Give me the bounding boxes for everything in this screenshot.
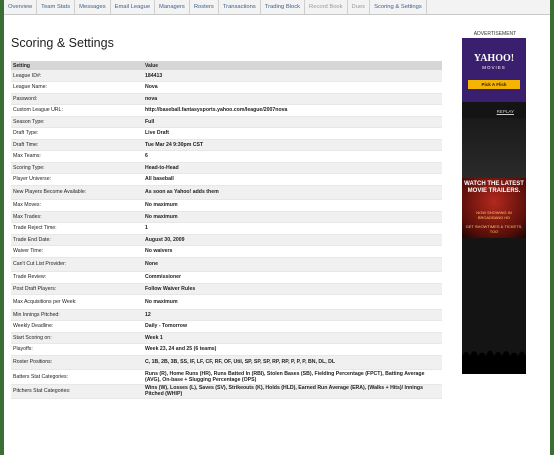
setting-label: Post Draft Players: [11, 283, 143, 295]
setting-value: Tue Mar 24 9:30pm CST [143, 139, 442, 151]
ad-headline: WATCH THE LATEST MOVIE TRAILERS. [464, 181, 524, 194]
setting-value: Full [143, 116, 442, 128]
advertisement-label: ADVERTISEMENT [473, 31, 517, 37]
setting-value: nova [143, 93, 442, 105]
setting-value: No waivers [143, 246, 442, 258]
setting-value[interactable]: http://baseball.fantasysports.yahoo.com/league/2007nova [143, 105, 442, 117]
pick-a-flick-button[interactable]: Pick A Flick [468, 80, 520, 89]
tab-transactions[interactable]: Transactions [219, 0, 261, 14]
page [4, 0, 550, 455]
setting-value: C, 1B, 2B, 3B, SS, IF, LF, CF, RF, OF, Util, SP, SP, SP, RP, RP, P, P, P, BN, DL, DL [143, 355, 442, 370]
setting-value: Follow Waiver Rules [143, 283, 442, 295]
table-row [11, 355, 442, 370]
setting-value: No maximum [143, 211, 442, 223]
setting-label: Max Teams: [11, 151, 143, 163]
setting-value: As soon as Yahoo! adds them [143, 185, 442, 200]
table-row [11, 246, 442, 258]
setting-label: Scoring Type: [11, 162, 143, 174]
setting-value: 1 [143, 223, 442, 235]
setting-label: Max Acquisitions per Week: [11, 295, 143, 310]
table-row [11, 234, 442, 246]
setting-value: 6 [143, 151, 442, 163]
setting-label: Roster Positions: [11, 355, 143, 370]
ad-header [462, 38, 526, 102]
tab-email-league[interactable]: Email League [111, 0, 155, 14]
tab-dues: Dues [348, 0, 371, 14]
replay-link[interactable]: REPLAY [496, 109, 514, 114]
tab-managers[interactable]: Managers [155, 0, 190, 14]
table-row [11, 185, 442, 200]
setting-value: All baseball [143, 174, 442, 186]
table-row [11, 272, 442, 284]
setting-label: Pitchers Stat Categories: [11, 384, 143, 399]
setting-value: Nova [143, 82, 442, 94]
nav-tabs [4, 0, 550, 15]
table-row [11, 162, 442, 174]
table-row [11, 82, 442, 94]
table-row [11, 174, 442, 186]
setting-label: Weekly Deadline: [11, 321, 143, 333]
setting-value: No maximum [143, 200, 442, 212]
yahoo-logo: YAHOO! [473, 53, 515, 64]
setting-label: Waiver Time: [11, 246, 143, 258]
ad-subtext-1: NOW SHOWING IN BROADBAND HD [476, 210, 512, 220]
tab-trading-block[interactable]: Trading Block [261, 0, 305, 14]
page-title: Scoring & Settings [11, 36, 114, 50]
setting-value: Week 1 [143, 332, 442, 344]
table-row [11, 116, 442, 128]
table-row [11, 344, 442, 356]
table-row [11, 128, 442, 140]
tab-team-stats[interactable]: Team Stats [37, 0, 75, 14]
column-header-value: Value [143, 61, 442, 70]
table-row [11, 105, 442, 117]
ad-banner[interactable] [462, 38, 526, 374]
audience-silhouette-icon [462, 334, 526, 374]
setting-value: Runs (R), Home Runs (HR), Runs Batted In (RBI), Stolen Bases (SB), Fielding Percentage (FPCT), Batting Average (AVG), On-base + Slugging Percentage (OPS) [143, 370, 442, 385]
table-row [11, 295, 442, 310]
tab-scoring-settings[interactable]: Scoring & Settings [370, 0, 427, 14]
table-row [11, 93, 442, 105]
setting-label: Season Type: [11, 116, 143, 128]
setting-value: Wins (W), Losses (L), Saves (SV), Strikeouts (K), Holds (HLD), Earned Run Average (ERA), (Walks + Hits)/ Innings Pitched (WHIP) [143, 384, 442, 399]
table-row [11, 321, 442, 333]
setting-label: Player Universe: [11, 174, 143, 186]
setting-label: Can't Cut List Provider: [11, 257, 143, 272]
table-row [11, 257, 442, 272]
ad-subtext-2: GET SHOWTIMES & TICKETS, TOO [465, 224, 523, 234]
setting-value: Week 23, 24 and 25 (6 teams) [143, 344, 442, 356]
table-row [11, 332, 442, 344]
setting-value: 12 [143, 309, 442, 321]
setting-value: Head-to-Head [143, 162, 442, 174]
table-row [11, 384, 442, 399]
setting-value: Live Draft [143, 128, 442, 140]
setting-label: League Name: [11, 82, 143, 94]
movies-label: MOVIES [482, 65, 506, 70]
setting-label: New Players Become Available: [11, 185, 143, 200]
setting-label: Start Scoring on: [11, 332, 143, 344]
setting-label: Max Trades: [11, 211, 143, 223]
setting-value: No maximum [143, 295, 442, 310]
tab-overview[interactable]: Overview [4, 0, 37, 14]
table-row [11, 283, 442, 295]
setting-label: Draft Time: [11, 139, 143, 151]
tab-record-book: Record Book [305, 0, 348, 14]
setting-label: Custom League URL: [11, 105, 143, 117]
setting-value: August 30, 2009 [143, 234, 442, 246]
setting-value: 184413 [143, 70, 442, 82]
table-row [11, 223, 442, 235]
setting-value: Commissioner [143, 272, 442, 284]
setting-label: Playoffs: [11, 344, 143, 356]
column-header-setting: Setting [11, 61, 143, 70]
setting-label: Trade End Date: [11, 234, 143, 246]
table-row [11, 139, 442, 151]
tab-messages[interactable]: Messages [75, 0, 110, 14]
table-row [11, 70, 442, 82]
setting-label: Min Innings Pitched: [11, 309, 143, 321]
table-row [11, 151, 442, 163]
ad-visual [462, 118, 526, 178]
setting-label: Trade Review: [11, 272, 143, 284]
setting-label: Trade Reject Time: [11, 223, 143, 235]
setting-label: Password: [11, 93, 143, 105]
setting-label: League ID#: [11, 70, 143, 82]
table-header-row [11, 61, 442, 70]
setting-label: Max Moves: [11, 200, 143, 212]
settings-table [11, 61, 442, 399]
setting-label: Draft Type: [11, 128, 143, 140]
setting-value: None [143, 257, 442, 272]
table-row [11, 370, 442, 385]
table-row [11, 200, 442, 212]
tab-rosters[interactable]: Rosters [190, 0, 219, 14]
setting-value: Daily - Tomorrow [143, 321, 442, 333]
table-row [11, 211, 442, 223]
setting-label: Batters Stat Categories: [11, 370, 143, 385]
table-row [11, 309, 442, 321]
